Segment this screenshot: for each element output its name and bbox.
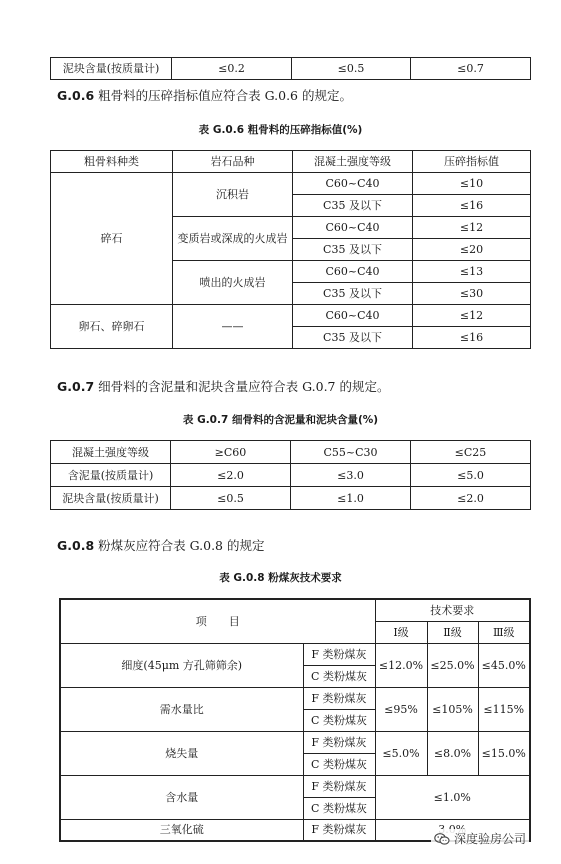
g08-value-cell: ≤115%: [478, 687, 530, 731]
g06-category-crushed: 碎石: [51, 173, 173, 305]
g06-number: G.0.6: [57, 88, 95, 103]
g06-grade-cell: C60~C40: [293, 261, 413, 283]
watermark: [431, 829, 529, 848]
g06-rock-sedimentary: 沉积岩: [173, 173, 293, 217]
g06-value-cell: ≤13: [413, 261, 531, 283]
g08-type-c: C 类粉煤灰: [303, 665, 375, 687]
g07-cell: ≤3.0: [291, 464, 411, 487]
g06-grade-cell: C60~C40: [293, 217, 413, 239]
g06-grade-cell: C60~C40: [293, 305, 413, 327]
g08-table: [59, 598, 531, 842]
g08-value-cell: ≤8.0%: [427, 731, 478, 775]
g08-header-item: 项 目: [60, 599, 375, 643]
top-table: [50, 57, 531, 80]
g06-grade-cell: C35 及以下: [293, 283, 413, 305]
g08-paragraph: [57, 536, 264, 554]
g06-header-category: 粗骨料种类: [51, 151, 173, 173]
wechat-icon: [434, 832, 450, 846]
g08-type-f: F 类粉煤灰: [303, 643, 375, 665]
g07-number: G.0.7: [57, 379, 95, 394]
g08-value-cell: ≤25.0%: [427, 643, 478, 687]
g06-caption: 表 G.0.6 粗骨料的压碎指标值(%): [198, 124, 363, 136]
g08-item-name: 需水量比: [60, 687, 303, 731]
g08-text: 粉煤灰应符合表 G.0.8 的规定: [94, 538, 265, 553]
g07-cell: ≤C25: [411, 441, 531, 464]
g08-value-cell: ≤12.0%: [375, 643, 427, 687]
g08-caption: 表 G.0.8 粉煤灰技术要求: [219, 572, 342, 584]
watermark-text: 深度验房公司: [454, 832, 527, 846]
g08-type-f: F 类粉煤灰: [303, 731, 375, 753]
g08-item-name: 三氧化硫: [60, 819, 303, 841]
g08-type-f: F 类粉煤灰: [303, 687, 375, 709]
g07-cell: ≤5.0: [411, 464, 531, 487]
g06-grade-cell: C60~C40: [293, 173, 413, 195]
g07-cell: C55~C30: [291, 441, 411, 464]
g06-grade-cell: C35 及以下: [293, 195, 413, 217]
g08-grade-3: Ⅲ级: [478, 621, 530, 643]
top-row-label: 泥块含量(按质量计): [51, 58, 172, 80]
g06-header-grade: 混凝土强度等级: [293, 151, 413, 173]
g06-value-cell: ≤16: [413, 195, 531, 217]
g06-text: 粗骨料的压碎指标值应符合表 G.0.6 的规定。: [94, 88, 352, 103]
top-row-value-3: ≤0.7: [411, 58, 531, 80]
g08-grade-1: Ⅰ级: [375, 621, 427, 643]
g07-cell: ≤2.0: [171, 464, 291, 487]
g08-item-name: 细度(45μm 方孔筛筛余): [60, 643, 303, 687]
g08-type-c: C 类粉煤灰: [303, 797, 375, 819]
g06-table: [50, 150, 531, 349]
top-row-value-1: ≤0.2: [172, 58, 292, 80]
g08-value-cell: ≤95%: [375, 687, 427, 731]
g06-value-cell: ≤12: [413, 305, 531, 327]
g08-item-name: 烧失量: [60, 731, 303, 775]
g07-cell: ≤1.0: [291, 487, 411, 510]
g06-value-cell: ≤30: [413, 283, 531, 305]
g07-cell: ≥C60: [171, 441, 291, 464]
g08-value-cell: ≤5.0%: [375, 731, 427, 775]
g06-value-cell: ≤12: [413, 217, 531, 239]
g06-category-pebble: 卵石、碎卵石: [51, 305, 173, 349]
g07-table: [50, 440, 531, 510]
g07-cell: 含泥量(按质量计): [51, 464, 171, 487]
g06-paragraph: [57, 86, 352, 104]
g08-type-f: F 类粉煤灰: [303, 819, 375, 841]
g06-rock-none: ——: [173, 305, 293, 349]
g07-text: 细骨料的含泥量和泥块含量应符合表 G.0.7 的规定。: [94, 379, 390, 394]
g08-value-cell: ≤15.0%: [478, 731, 530, 775]
g07-cell: 泥块含量(按质量计): [51, 487, 171, 510]
g08-value-cell: ≤45.0%: [478, 643, 530, 687]
g06-value-cell: ≤10: [413, 173, 531, 195]
g07-caption: 表 G.0.7 细骨料的含泥量和泥块含量(%): [182, 414, 379, 426]
g06-value-cell: ≤20: [413, 239, 531, 261]
g07-cell: ≤2.0: [411, 487, 531, 510]
g08-type-c: C 类粉煤灰: [303, 753, 375, 775]
g08-value-merged: ≤1.0%: [375, 775, 530, 819]
g08-value-cell: ≤105%: [427, 687, 478, 731]
top-row-value-2: ≤0.5: [292, 58, 411, 80]
g06-header-rock: 岩石品种: [173, 151, 293, 173]
g06-header-value: 压碎指标值: [413, 151, 531, 173]
g06-rock-metamorphic: 变质岩或深成的火成岩: [173, 217, 293, 261]
g08-item-name: 含水量: [60, 775, 303, 819]
g06-value-cell: ≤16: [413, 327, 531, 349]
g08-type-c: C 类粉煤灰: [303, 709, 375, 731]
g07-cell: ≤0.5: [171, 487, 291, 510]
g06-grade-cell: C35 及以下: [293, 239, 413, 261]
g07-paragraph: [57, 377, 389, 395]
g07-cell: 混凝土强度等级: [51, 441, 171, 464]
g06-grade-cell: C35 及以下: [293, 327, 413, 349]
g06-rock-extrusive: 喷出的火成岩: [173, 261, 293, 305]
g08-header-tech: 技术要求: [375, 599, 530, 621]
g08-type-f: F 类粉煤灰: [303, 775, 375, 797]
g08-number: G.0.8: [57, 538, 95, 553]
g08-grade-2: Ⅱ级: [427, 621, 478, 643]
